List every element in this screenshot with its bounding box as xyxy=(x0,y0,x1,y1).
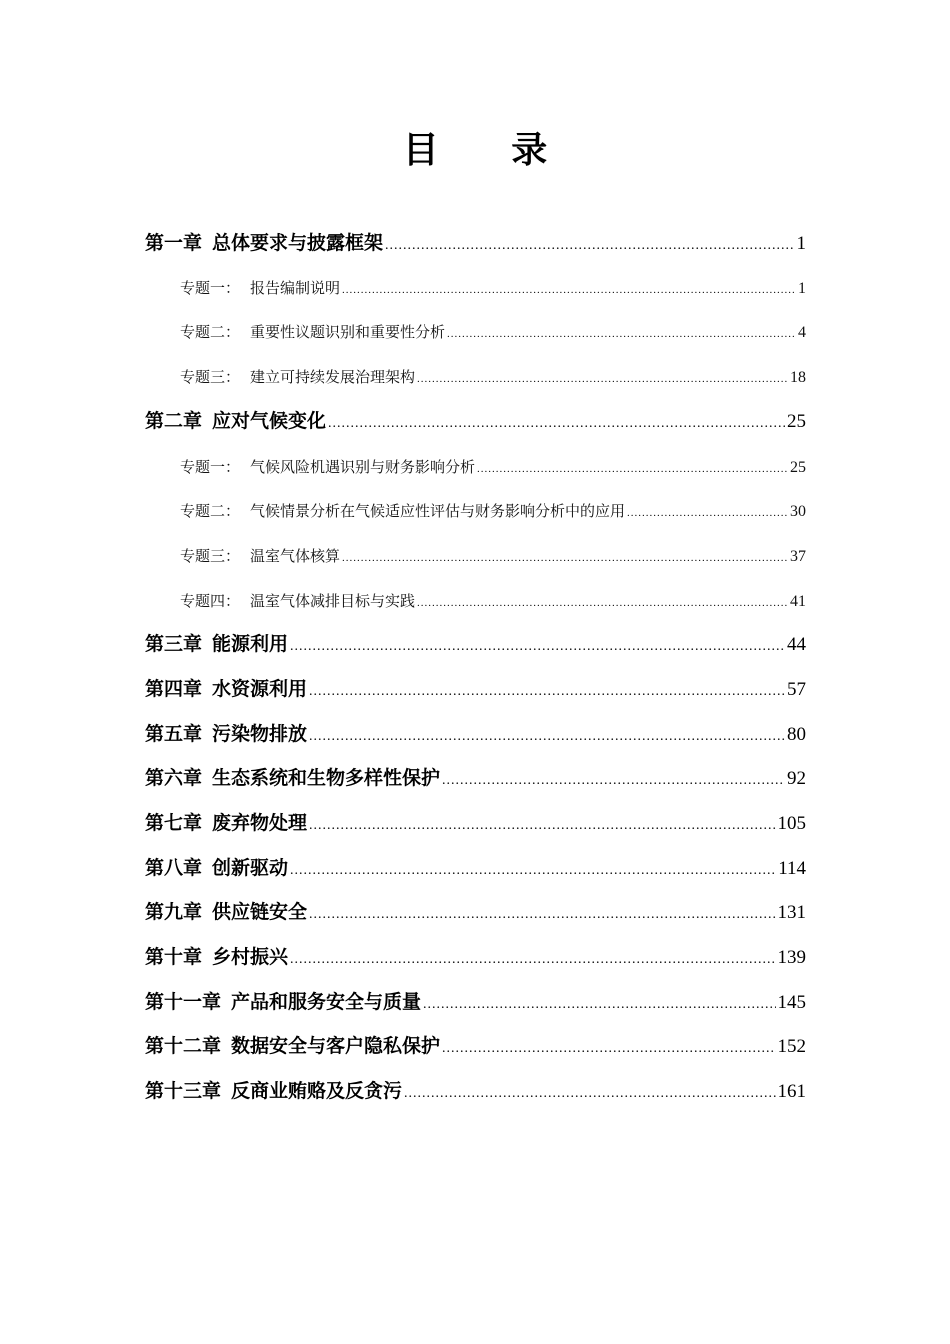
toc-entry-title: 应对气候变化 xyxy=(212,410,327,432)
toc-entry-title: 产品和服务安全与质量 xyxy=(231,991,422,1013)
toc-entry-label xyxy=(180,276,340,300)
toc-entry-title: 水资源利用 xyxy=(212,678,308,700)
toc-entry-title: 生态系统和生物多样性保护 xyxy=(212,767,441,789)
toc-page-number: 44 xyxy=(787,634,806,655)
toc-chapter-entry[interactable] xyxy=(145,898,806,926)
toc-page-number: 161 xyxy=(777,1081,806,1102)
toc-chapter-entry[interactable] xyxy=(145,988,806,1016)
toc-chapter-entry[interactable] xyxy=(145,1032,806,1060)
dot-leader xyxy=(417,591,788,615)
toc-page-number: 1 xyxy=(796,233,806,254)
toc-entry-label xyxy=(145,898,307,926)
toc-page-number: 57 xyxy=(787,679,806,700)
toc-page-number: 1 xyxy=(798,280,806,297)
toc-entry-number: 第七章 xyxy=(145,812,203,834)
toc-entry-label xyxy=(145,988,421,1016)
toc-page-number: 25 xyxy=(790,459,806,476)
toc-chapter-entry[interactable] xyxy=(145,675,806,703)
toc-entry-label xyxy=(145,809,307,837)
toc-topic-entry[interactable] xyxy=(180,589,806,613)
toc-chapter-entry[interactable] xyxy=(145,1077,806,1105)
toc-page-number: 18 xyxy=(790,369,806,386)
dot-leader xyxy=(342,546,788,570)
toc-entry-label xyxy=(145,1032,440,1060)
toc-entry-number: 第十一章 xyxy=(145,991,222,1013)
toc-page-number: 41 xyxy=(790,593,806,610)
toc-entry-number: 第二章 xyxy=(145,410,203,432)
toc-entry-number: 第九章 xyxy=(145,901,203,923)
dot-leader xyxy=(404,1080,775,1108)
toc-page-number: 139 xyxy=(777,947,806,968)
toc-entry-number: 专题二： xyxy=(180,323,241,341)
dot-leader xyxy=(290,633,785,661)
toc-entry-label xyxy=(180,320,445,344)
toc-entry-label xyxy=(145,675,307,703)
toc-entry-number: 第五章 xyxy=(145,723,203,745)
toc-entry-number: 专题一： xyxy=(180,458,241,476)
toc-entry-label xyxy=(145,229,383,257)
toc-page-number: 105 xyxy=(777,813,806,834)
toc-entry-number: 第三章 xyxy=(145,633,203,655)
toc-page-number: 131 xyxy=(777,902,806,923)
toc-page-number: 80 xyxy=(787,724,806,745)
toc-entry-number: 第十二章 xyxy=(145,1035,222,1057)
toc-entry-title: 总体要求与披露框架 xyxy=(212,232,384,254)
toc-entry-number: 第十章 xyxy=(145,946,203,968)
toc-chapter-entry[interactable] xyxy=(145,943,806,971)
toc-page-number: 30 xyxy=(790,503,806,520)
toc-entry-label xyxy=(145,720,307,748)
toc-entry-title: 污染物排放 xyxy=(212,723,308,745)
toc-entry-title: 温室气体减排目标与实践 xyxy=(250,592,416,610)
toc-entry-label xyxy=(145,407,326,435)
toc-entry-number: 第八章 xyxy=(145,857,203,879)
toc-page-number: 152 xyxy=(777,1036,806,1057)
toc-entry-number: 专题二： xyxy=(180,502,241,520)
toc-entry-title: 创新驱动 xyxy=(212,857,289,879)
toc-entry-number: 第四章 xyxy=(145,678,203,700)
toc-page-number: 114 xyxy=(778,858,806,879)
toc-entry-title: 建立可持续发展治理架构 xyxy=(250,368,416,386)
toc-entry-number: 专题一： xyxy=(180,279,241,297)
dot-leader xyxy=(477,457,788,481)
dot-leader xyxy=(442,767,785,795)
toc-chapter-entry[interactable] xyxy=(145,229,806,257)
dot-leader xyxy=(309,901,775,929)
toc-entry-title: 温室气体核算 xyxy=(250,547,341,565)
toc-entry-title: 废弃物处理 xyxy=(212,812,308,834)
dot-leader xyxy=(290,946,775,974)
toc-entry-title: 能源利用 xyxy=(212,633,289,655)
toc-entry-title: 气候风险机遇识别与财务影响分析 xyxy=(250,458,476,476)
toc-entry-label xyxy=(180,455,475,479)
toc-entry-label xyxy=(180,365,415,389)
dot-leader xyxy=(385,232,794,260)
toc-entry-title: 报告编制说明 xyxy=(250,279,341,297)
toc-chapter-entry[interactable] xyxy=(145,854,806,882)
toc-page-number: 92 xyxy=(787,768,806,789)
toc-entry-number: 第一章 xyxy=(145,232,203,254)
toc-chapter-entry[interactable] xyxy=(145,407,806,435)
toc-entry-title: 反商业贿赂及反贪污 xyxy=(231,1080,403,1102)
toc-entry-label xyxy=(145,630,288,658)
toc-entry-title: 重要性议题识别和重要性分析 xyxy=(250,323,446,341)
toc-entry-title: 气候情景分析在气候适应性评估与财务影响分析中的应用 xyxy=(250,502,626,520)
toc-entry-number: 专题三： xyxy=(180,368,241,386)
toc-entry-number: 专题四： xyxy=(180,592,241,610)
toc-entry-title: 供应链安全 xyxy=(212,901,308,923)
toc-entry-number: 第十三章 xyxy=(145,1080,222,1102)
page-title: 目 录 xyxy=(402,129,578,171)
toc-page-number: 25 xyxy=(787,411,806,432)
toc-entry-label xyxy=(180,499,625,523)
toc-topic-entry[interactable] xyxy=(180,320,806,344)
toc-chapter-entry[interactable] xyxy=(145,764,806,792)
dot-leader xyxy=(290,857,776,885)
toc-entry-label xyxy=(145,854,288,882)
dot-leader xyxy=(627,501,788,525)
toc-chapter-entry[interactable] xyxy=(145,720,806,748)
toc-entry-number: 专题三： xyxy=(180,547,241,565)
toc-entry-title: 乡村振兴 xyxy=(212,946,289,968)
toc-chapter-entry[interactable] xyxy=(145,809,806,837)
dot-leader xyxy=(447,322,796,346)
toc-chapter-entry[interactable] xyxy=(145,630,806,658)
toc-entry-label xyxy=(145,764,440,792)
dot-leader xyxy=(423,991,775,1019)
toc-topic-entry[interactable] xyxy=(180,544,806,568)
dot-leader xyxy=(442,1035,775,1063)
toc-entry-label xyxy=(145,943,288,971)
dot-leader xyxy=(309,723,785,751)
toc-topic-entry[interactable] xyxy=(180,499,806,523)
toc-page-number: 145 xyxy=(777,992,806,1013)
toc-topic-entry[interactable] xyxy=(180,455,806,479)
dot-leader xyxy=(309,678,785,706)
dot-leader xyxy=(342,278,796,302)
dot-leader xyxy=(417,367,788,391)
toc-entry-label xyxy=(180,589,415,613)
toc-page-number: 4 xyxy=(798,324,806,341)
toc-entry-title: 数据安全与客户隐私保护 xyxy=(231,1035,441,1057)
toc-topic-entry[interactable] xyxy=(180,365,806,389)
dot-leader xyxy=(309,812,775,840)
toc-entry-number: 第六章 xyxy=(145,767,203,789)
toc-topic-entry[interactable] xyxy=(180,276,806,300)
dot-leader xyxy=(328,410,785,438)
toc-page-number: 37 xyxy=(790,548,806,565)
toc-entry-label xyxy=(180,544,340,568)
toc-entry-label xyxy=(145,1077,402,1105)
